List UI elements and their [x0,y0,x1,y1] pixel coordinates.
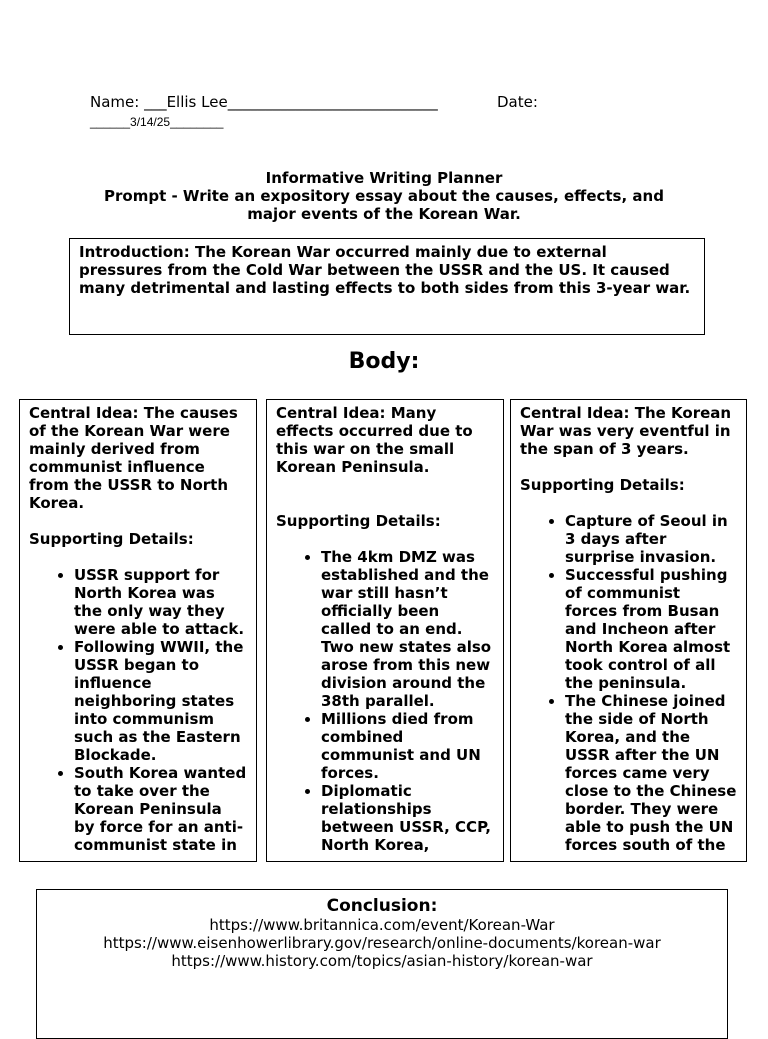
body-column-effects [266,399,504,862]
prompt-line-1: Prompt - Write an expository essay about the causes, effects, and [104,187,664,205]
supporting-details-list [29,566,247,854]
detail-item: • The Chinese joined the side of North Korea, and the USSR after the UN forces came very close to the Chinese border. They were able to push the UN forces south of the [565,692,737,854]
name-field [90,93,438,111]
body-column-events [510,399,747,862]
supporting-details-list [520,512,737,854]
central-idea: Central Idea: The Korean War was very eventful in the span of 3 years. [520,404,732,458]
detail-item: • Successful pushing of communist forces from Busan and Incheon after North Korea almost took control of all the peninsula. [565,566,737,692]
body-column-causes [19,399,257,862]
central-idea: Central Idea: The causes of the Korean War were mainly derived from communist influence from the USSR to North Korea. [29,404,238,512]
name-line-text: Name: ___Ellis Lee____________________________ [90,93,438,111]
source-link: https://www.history.com/topics/asian-history/korean-war [171,952,593,970]
planner-title-block [60,169,708,223]
introduction-box [69,238,705,335]
date-value: ______3/14/25________ [90,115,224,129]
source-link: https://www.eisenhowerlibrary.gov/research/online-documents/korean-war [103,934,661,952]
date-label: Date: [497,93,538,111]
supporting-details-list [276,548,494,854]
supporting-details-label: Supporting Details: [276,512,441,530]
introduction-text: Introduction: The Korean War occurred mainly due to external pressures from the Cold War between the USSR and the US. It caused many detrimental and lasting effects to both sides from this 3-year war. [79,243,691,297]
conclusion-heading: Conclusion: [326,896,438,916]
detail-item: • Capture of Seoul in 3 days after surprise invasion. [565,512,737,566]
central-idea: Central Idea: Many effects occurred due to this war on the small Korean Peninsula. [276,404,473,476]
detail-item: • Millions died from combined communist and UN forces. [321,710,494,782]
detail-item: • Following WWII, the USSR began to influence neighboring states into communism such as the Eastern Blockade. [74,638,247,764]
body-heading: Body: [348,349,420,374]
source-link: https://www.britannica.com/event/Korean-War [209,916,555,934]
detail-item: • USSR support for North Korea was the only way they were able to attack. [74,566,247,638]
detail-item: • The 4km DMZ was established and the war still hasn’t officially been called to an end. Two new states also arose from this new division around the 38th parallel. [321,548,494,710]
detail-item: • Diplomatic relationships between USSR, CCP, North Korea, [321,782,494,854]
supporting-details-label: Supporting Details: [29,530,194,548]
supporting-details-label: Supporting Details: [520,476,685,494]
planner-title: Informative Writing Planner [265,169,503,187]
prompt-line-2: major events of the Korean War. [247,205,521,223]
conclusion-box [36,889,728,1039]
detail-item: • South Korea wanted to take over the Korean Peninsula by force for an anti-communist state in [74,764,247,854]
